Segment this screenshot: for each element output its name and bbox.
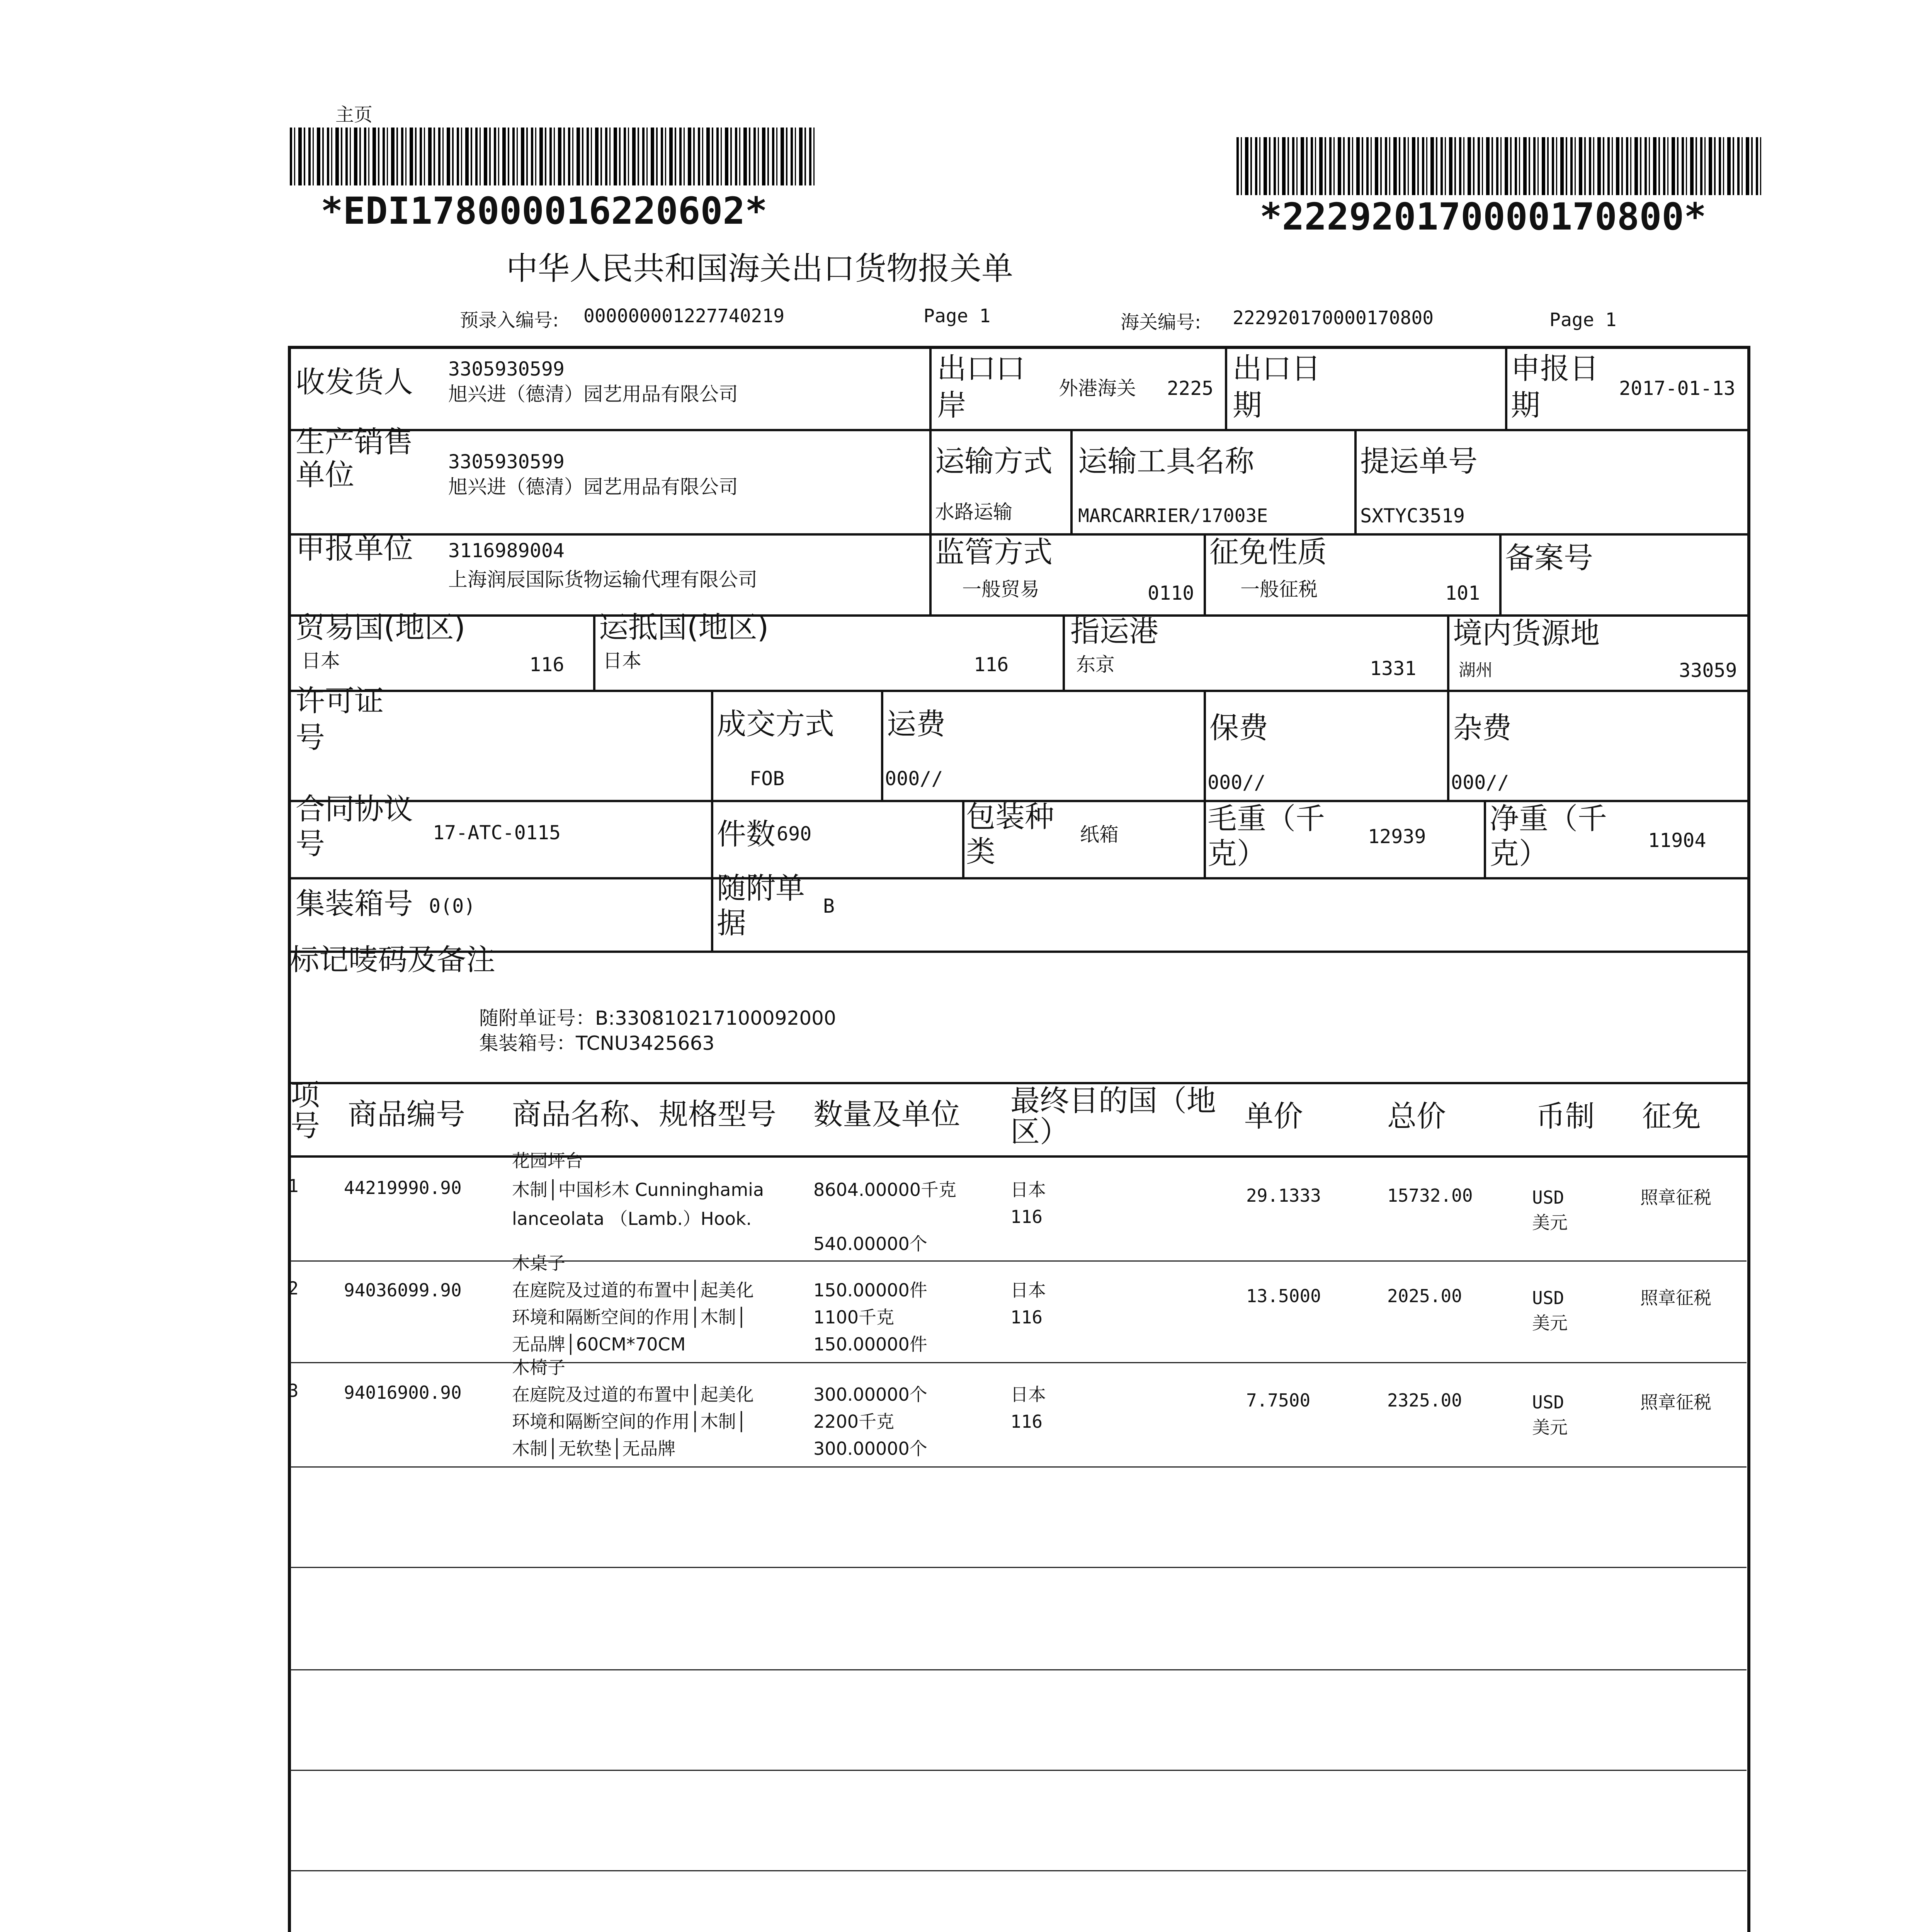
- consignor-label: 收发货人: [296, 365, 413, 399]
- row-no: 3: [288, 1380, 299, 1401]
- barcode-right-text: *222920170000170800*: [1260, 195, 1706, 238]
- attached-docs-label-2: 据: [717, 906, 746, 940]
- row-qty-line: 300.00000个: [813, 1438, 927, 1459]
- container-label: 集装箱号: [296, 886, 413, 921]
- row-qty-line: 300.00000个: [813, 1384, 927, 1405]
- deal-mode-label: 成交方式: [717, 707, 834, 741]
- net-weight-label: 净重（千: [1490, 801, 1607, 836]
- dest-port-label: 指运港: [1070, 614, 1158, 648]
- package-label-2: 类: [966, 834, 995, 869]
- row-no: 1: [288, 1175, 299, 1196]
- row-code: 94016900.90: [344, 1382, 462, 1403]
- th-tax: 征免: [1642, 1099, 1701, 1133]
- declare-date-label: 申报日: [1511, 351, 1599, 386]
- row-country-code: 116: [1010, 1307, 1043, 1328]
- consignor-code: 3305930599: [448, 358, 565, 380]
- page-title: 中华人民共和国海关出口货物报关单: [506, 250, 1014, 287]
- trade-country-label: 贸易国(地区): [296, 610, 466, 645]
- row-price: 29.1333: [1246, 1185, 1321, 1206]
- row-currency: USD: [1532, 1287, 1565, 1308]
- misc-fee-label: 杂费: [1453, 711, 1512, 745]
- container-value: 0(0): [429, 895, 476, 917]
- producer-label-2: 单位: [296, 457, 354, 492]
- row-country: 日本: [1010, 1384, 1046, 1405]
- producer-code: 3305930599: [448, 451, 565, 473]
- th-qty: 数量及单位: [813, 1097, 960, 1131]
- transport-tool-label: 运输工具名称: [1078, 444, 1254, 478]
- th-code: 商品编号: [348, 1097, 465, 1131]
- insurance-value: 000//: [1208, 771, 1266, 794]
- deal-mode-value: FOB: [750, 767, 785, 790]
- row-tax: 照章征税: [1640, 1287, 1711, 1308]
- declare-date-label-2: 期: [1511, 388, 1540, 422]
- license-label: 许可证: [296, 684, 384, 718]
- row-country-code: 116: [1010, 1206, 1043, 1227]
- row-name-line: 在庭院及过道的布置中│起美化: [512, 1384, 754, 1405]
- bill-no-value: SXTYC3519: [1360, 505, 1465, 527]
- row-name-line: 木制│无软垫│无品牌: [512, 1438, 676, 1459]
- row-country: 日本: [1010, 1179, 1046, 1200]
- row-qty-line: 8604.00000千克: [813, 1179, 957, 1200]
- row-total: 2325.00: [1387, 1390, 1462, 1411]
- row-name-line: 无品牌│60CM*70CM: [512, 1334, 686, 1355]
- th-country: 最终目的国（地: [1010, 1083, 1216, 1118]
- contract-value: 17-ATC-0115: [433, 821, 561, 844]
- th-total: 总价: [1387, 1099, 1446, 1133]
- row-name-line: lanceolata （Lamb.）Hook.: [512, 1208, 752, 1229]
- th-price: 单价: [1244, 1099, 1303, 1133]
- row-currency: USD: [1532, 1187, 1565, 1208]
- barcode-left: [290, 128, 815, 185]
- tax-nature-value: 一般征税: [1240, 578, 1318, 600]
- barcode-left-text: *EDI178000016220602*: [321, 189, 767, 233]
- source-place-code: 33059: [1679, 659, 1737, 682]
- freight-label: 运费: [887, 707, 946, 741]
- row-name-line: 在庭院及过道的布置中│起美化: [512, 1280, 754, 1301]
- export-port-code: 2225: [1167, 377, 1214, 400]
- pieces-value: 690: [777, 823, 812, 845]
- tax-nature-label: 征免性质: [1209, 535, 1327, 569]
- row-qty-line: 1100千克: [813, 1307, 895, 1328]
- attached-docs-label: 随附单: [717, 871, 805, 905]
- dest-country-code: 116: [974, 653, 1009, 676]
- declare-date-value: 2017-01-13: [1619, 377, 1736, 400]
- row-name-line: 木制│中国杉木 Cunninghamia: [512, 1179, 764, 1200]
- prerecord-label: 预录入编号:: [460, 310, 559, 331]
- gross-weight-value: 12939: [1368, 825, 1426, 848]
- record-no-label: 备案号: [1505, 541, 1593, 575]
- customs-no: 222920170000170800: [1233, 307, 1434, 329]
- row-name-line: 环境和隔断空间的作用│木制│: [512, 1307, 747, 1328]
- transport-mode-value: 水路运输: [935, 501, 1012, 523]
- license-label-2: 号: [296, 720, 325, 755]
- row-name-line: 环境和隔断空间的作用│木制│: [512, 1411, 747, 1432]
- barcode-right: [1236, 137, 1762, 195]
- row-code: 44219990.90: [344, 1177, 462, 1198]
- dest-port-code: 1331: [1370, 657, 1417, 680]
- row-qty-line: 540.00000个: [813, 1233, 927, 1254]
- dest-port-value: 东京: [1076, 653, 1115, 676]
- attached-docs-value: B: [823, 895, 835, 917]
- declarant-code: 3116989004: [448, 539, 565, 562]
- row-country-code: 116: [1010, 1411, 1043, 1432]
- row-country: 日本: [1010, 1280, 1046, 1301]
- remarks-line1: 随附单证号：B:330810217100092000: [479, 1007, 836, 1029]
- producer-name: 旭兴进（德清）园艺用品有限公司: [448, 476, 738, 498]
- tax-nature-code: 101: [1445, 582, 1480, 604]
- trade-country-value: 日本: [301, 650, 340, 672]
- net-weight-value: 11904: [1648, 829, 1706, 852]
- row-currency-cn: 美元: [1532, 1212, 1568, 1233]
- export-port-value: 外港海关: [1059, 377, 1136, 400]
- supervision-value: 一般贸易: [962, 578, 1039, 600]
- row-price: 13.5000: [1246, 1286, 1321, 1306]
- row-qty-line: 2200千克: [813, 1411, 895, 1432]
- declarant-name: 上海润辰国际货物运输代理有限公司: [448, 568, 757, 591]
- row-tax: 照章征税: [1640, 1392, 1711, 1413]
- export-date-label: 出口日: [1233, 351, 1321, 386]
- pieces-label: 件数: [717, 817, 776, 851]
- row-name-line: 木桌子: [512, 1253, 565, 1274]
- th-no-2: 号: [291, 1109, 320, 1143]
- package-value: 纸箱: [1080, 823, 1119, 846]
- top-label: 主页: [335, 104, 373, 126]
- row-total: 15732.00: [1387, 1185, 1473, 1206]
- contract-label: 合同协议: [296, 792, 413, 826]
- gross-weight-label: 毛重（千: [1208, 801, 1325, 836]
- page-left: Page 1: [923, 305, 991, 327]
- net-weight-label-2: 克）: [1490, 836, 1548, 871]
- remarks-line2: 集装箱号：TCNU3425663: [479, 1032, 715, 1054]
- export-date-label-2: 期: [1233, 388, 1262, 422]
- customs-label: 海关编号:: [1121, 311, 1201, 333]
- bill-no-label: 提运单号: [1360, 444, 1478, 478]
- th-country-2: 区）: [1010, 1114, 1069, 1149]
- row-code: 94036099.90: [344, 1280, 462, 1301]
- row-total: 2025.00: [1387, 1286, 1462, 1306]
- trade-country-code: 116: [529, 653, 565, 676]
- transport-tool-value: MARCARRIER/17003E: [1078, 505, 1268, 527]
- transport-mode-label: 运输方式: [935, 444, 1053, 478]
- row-price: 7.7500: [1246, 1390, 1311, 1411]
- row-name-line: 花园坪台: [512, 1150, 583, 1171]
- insurance-label: 保费: [1209, 711, 1268, 745]
- row-currency-cn: 美元: [1532, 1417, 1568, 1438]
- row-qty-line: 150.00000件: [813, 1334, 927, 1355]
- row-no: 2: [288, 1278, 299, 1299]
- row-currency: USD: [1532, 1392, 1565, 1413]
- dest-country-label: 运抵国(地区): [599, 610, 769, 645]
- page-right: Page 1: [1549, 309, 1617, 331]
- th-currency: 币制: [1536, 1099, 1595, 1133]
- row-tax: 照章征税: [1640, 1187, 1711, 1208]
- prerecord-no: 000000001227740219: [583, 305, 785, 327]
- package-label: 包装种: [966, 799, 1054, 834]
- producer-label: 生产销售: [296, 425, 413, 459]
- row-currency-cn: 美元: [1532, 1313, 1568, 1333]
- contract-label-2: 号: [296, 827, 325, 861]
- row-name-line: 木椅子: [512, 1357, 565, 1378]
- dest-country-value: 日本: [603, 650, 641, 672]
- supervision-code: 0110: [1148, 582, 1194, 604]
- source-place-value: 湖州: [1459, 660, 1493, 680]
- declarant-label: 申报单位: [296, 531, 413, 565]
- gross-weight-label-2: 克）: [1208, 836, 1266, 871]
- th-name: 商品名称、规格型号: [512, 1097, 776, 1131]
- row-qty-line: 150.00000件: [813, 1280, 927, 1301]
- consignor-name: 旭兴进（德清）园艺用品有限公司: [448, 383, 738, 405]
- misc-fee-value: 000//: [1451, 771, 1509, 794]
- source-place-label: 境内货源地: [1453, 616, 1600, 650]
- th-no: 项: [291, 1078, 320, 1112]
- supervision-label: 监管方式: [935, 535, 1053, 569]
- export-port-label-2: 岸: [937, 388, 966, 422]
- export-port-label: 出口口: [937, 351, 1025, 386]
- freight-value: 000//: [885, 767, 943, 790]
- remarks-label: 标记唛码及备注: [290, 942, 495, 977]
